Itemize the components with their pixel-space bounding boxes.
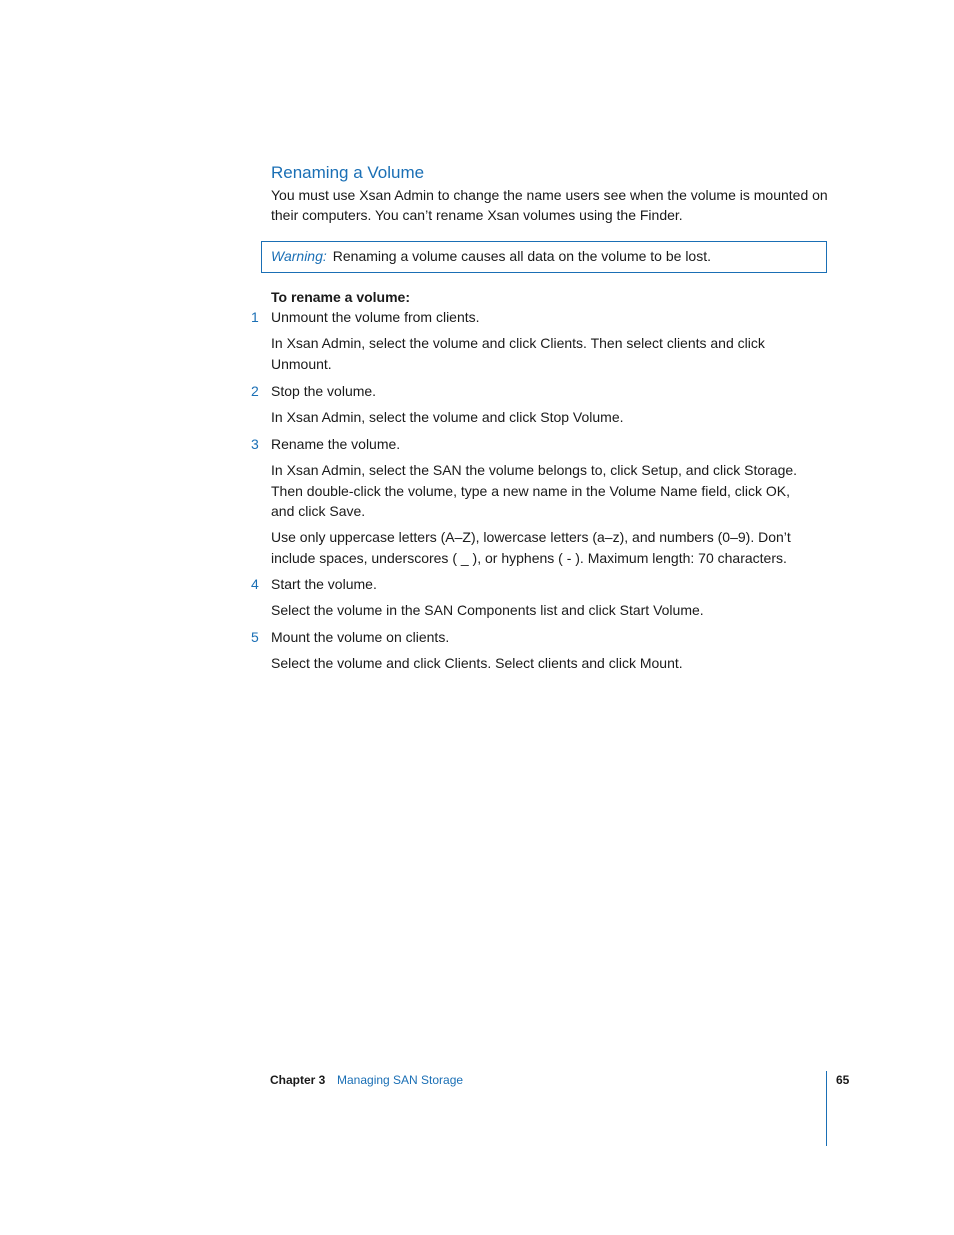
warning-label: Warning: xyxy=(271,248,327,264)
step-title: Rename the volume. xyxy=(271,436,401,452)
footer-chapter-title: Managing SAN Storage xyxy=(337,1073,464,1087)
step-detail: Use only uppercase letters (A–Z), lowercase letters (a–z), and numbers (0–9). Don’t include spaces, underscores ( _ ), or hyphens ( - ). Maximum length: 70 characters. xyxy=(271,529,791,566)
page-number: 65 xyxy=(836,1073,850,1087)
step-detail: Select the volume and click Clients. Select clients and click Mount. xyxy=(271,655,683,671)
step-number: 4 xyxy=(251,576,259,592)
warning-text: Renaming a volume causes all data on the volume to be lost. xyxy=(332,248,711,264)
footer-divider xyxy=(826,1071,827,1146)
task-heading: To rename a volume: xyxy=(271,289,411,305)
warning-box xyxy=(261,241,827,273)
step-title: Unmount the volume from clients. xyxy=(271,309,480,325)
step-detail: In Xsan Admin, select the SAN the volume belongs to, click Setup, and click Storage. Then double-click the volume, type a new name in the Volume Name field, click OK, and click Save. xyxy=(271,462,798,519)
section-title: Renaming a Volume xyxy=(271,163,425,182)
step-detail: In Xsan Admin, select the volume and click Stop Volume. xyxy=(271,409,624,425)
step-title: Mount the volume on clients. xyxy=(271,629,450,645)
intro-paragraph: You must use Xsan Admin to change the name users see when the volume is mounted on their computers. You can’t rename Xsan volumes using the Finder. xyxy=(271,187,828,223)
step-number: 1 xyxy=(251,309,259,325)
step-title: Stop the volume. xyxy=(271,383,377,399)
footer-chapter-label: Chapter 3 xyxy=(270,1073,326,1087)
step-number: 3 xyxy=(251,436,259,452)
step-title: Start the volume. xyxy=(271,576,377,592)
step-detail: In Xsan Admin, select the volume and click Clients. Then select clients and click Unmount. xyxy=(271,335,765,372)
step-detail: Select the volume in the SAN Components list and click Start Volume. xyxy=(271,602,704,618)
step-number: 5 xyxy=(251,629,259,645)
step-number: 2 xyxy=(251,383,259,399)
